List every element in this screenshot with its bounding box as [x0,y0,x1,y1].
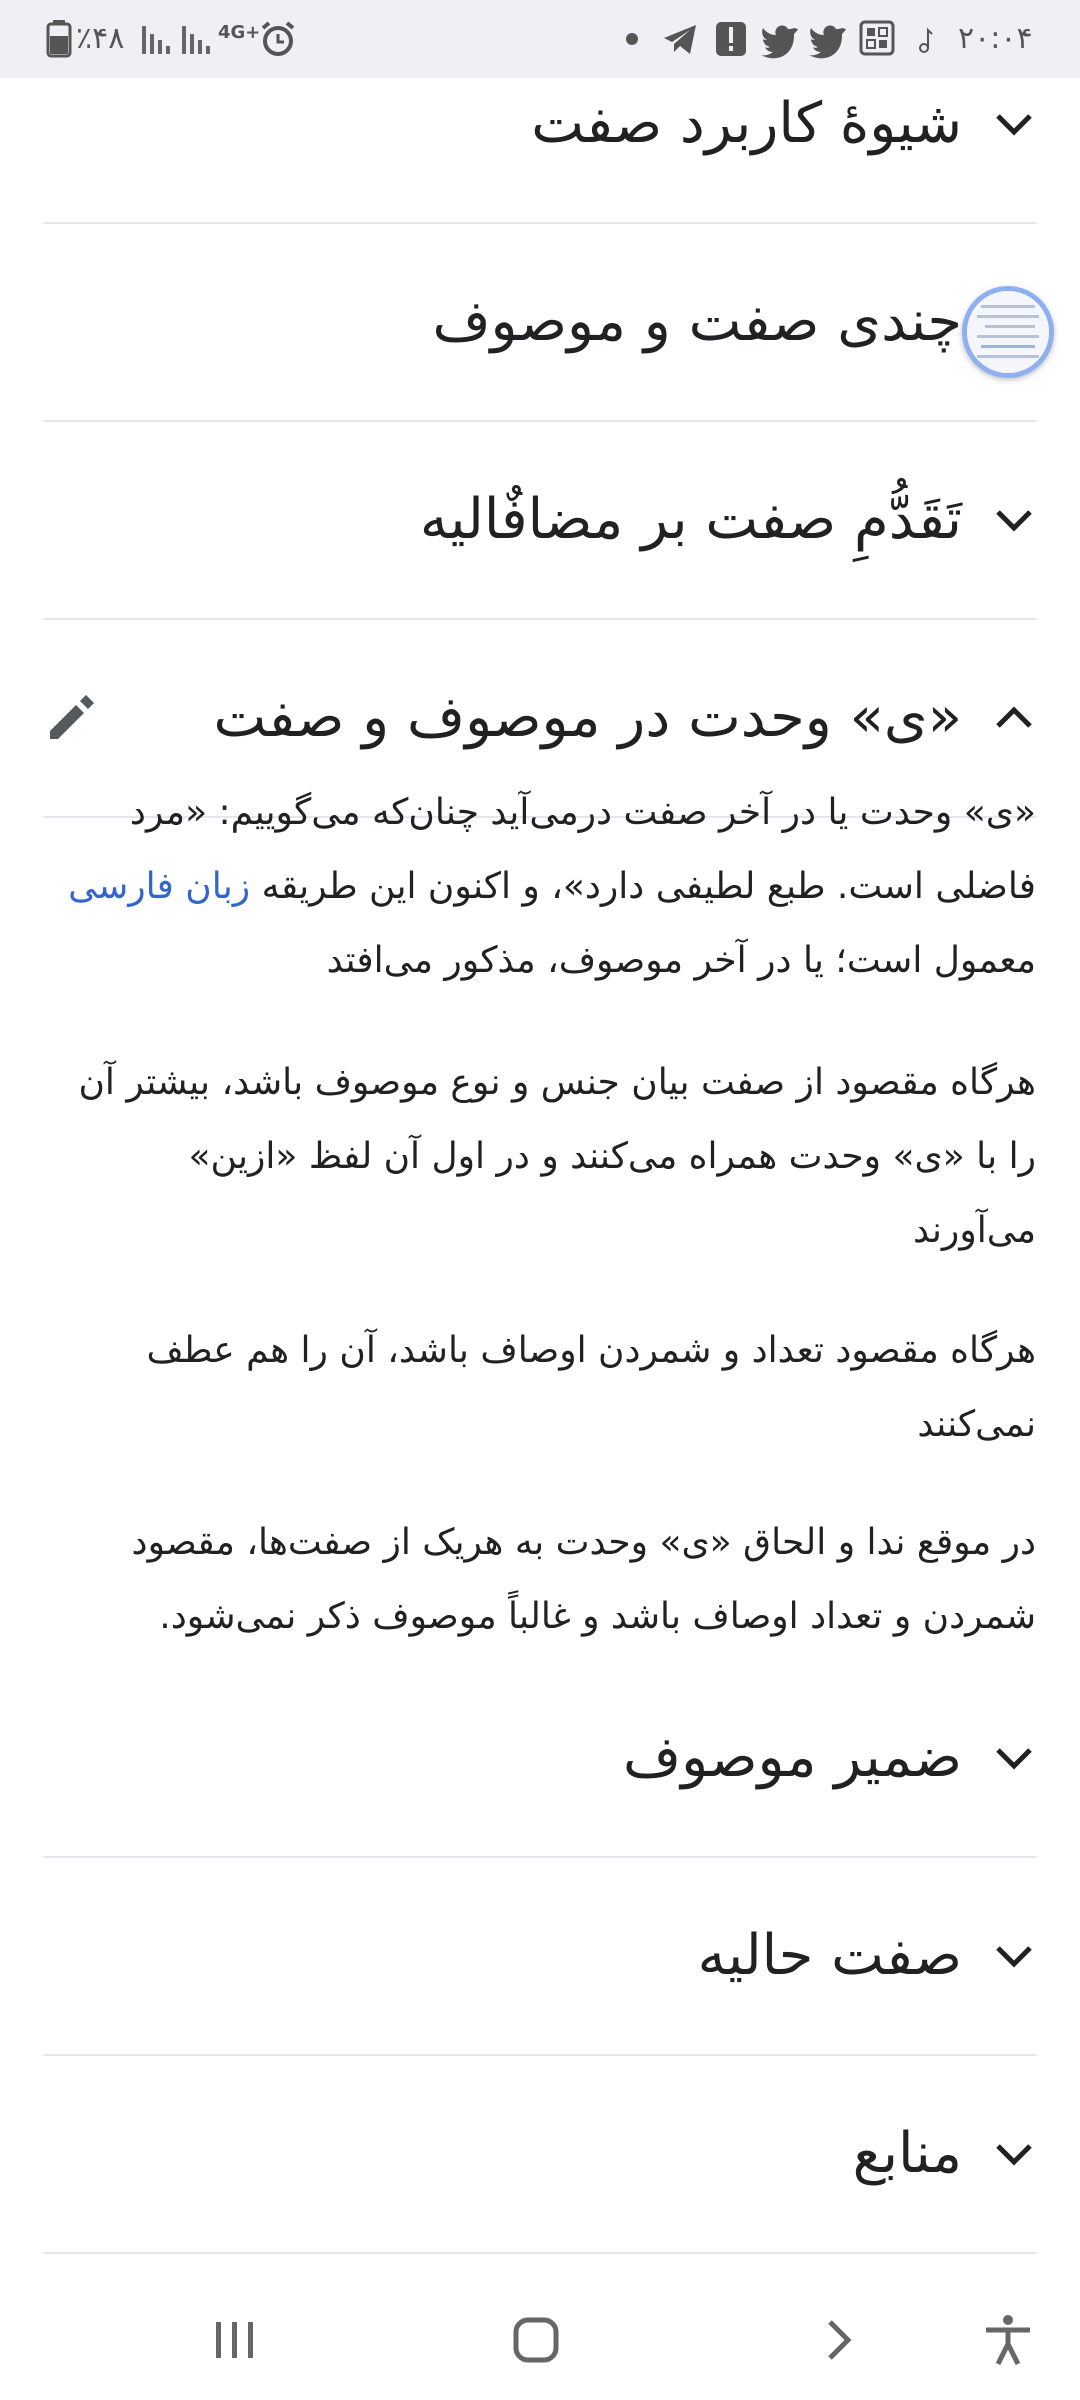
section-title: ضمیر موصوف [623,1725,962,1790]
network-type: 4G+ [218,22,261,43]
section-sources[interactable] [44,2056,1036,2254]
link-persian-language[interactable]: زبان فارسی [68,866,251,907]
twitter-icon [758,16,798,62]
accessibility-icon[interactable] [978,2310,1038,2370]
floating-screenshot-bubble[interactable] [962,286,1054,378]
paragraph-text: معمول است؛ یا در آخر موصوف، مذکور می‌افتد [326,940,1036,981]
paragraph-4: در موقع ندا و الحاق «ی» وحدت به هریک از صفت‌ها، مقصود شمردن و تعداد اوصاف باشد و غالباً موصوف ذکر نمی‌شود. [131,1522,1036,1637]
dot-icon [622,16,642,62]
section-plurality[interactable] [44,224,1036,422]
section-title: تَقَدُّمِ صفت بر مضافٌالیه [419,487,962,552]
back-icon[interactable] [808,2310,868,2370]
section-title: منابع [852,2121,962,2186]
screenshot-thumbnail-icon [967,291,1049,373]
status-time: ۲۰:۰۴ [958,21,1033,56]
section-adverbial[interactable] [44,1858,1036,2056]
status-bar [0,0,1080,78]
chevron-down-icon[interactable] [992,102,1036,146]
signal-icon [180,16,214,62]
article-content[interactable] [0,78,1080,2280]
section-precedence[interactable] [44,422,1036,620]
section-pronoun[interactable] [44,1660,1036,1858]
paragraph-3: هرگاه مقصود تعداد و شمردن اوصاف باشد، آن را هم عطف نمی‌کنند [146,1330,1036,1445]
section-title: چندی صفت و موصوف [432,289,962,354]
signal-icon [140,16,174,62]
battery-icon [46,16,72,62]
edit-pencil-icon[interactable] [44,691,98,745]
chevron-down-icon[interactable] [992,1736,1036,1780]
chevron-down-icon[interactable] [992,498,1036,542]
recents-icon[interactable] [204,2310,264,2370]
navigation-bar [0,2280,1080,2400]
alarm-icon [258,16,298,62]
battery-percent: ٪۴۸ [76,21,125,56]
home-icon[interactable] [506,2310,566,2370]
app-icon [858,16,896,62]
paragraph-1 [56,776,1036,998]
twitter-icon [806,16,846,62]
chevron-down-icon[interactable] [992,1934,1036,1978]
paragraph-2: هرگاه مقصود از صفت بیان جنس و نوع موصوف باشد، بیشتر آن را با «ی» وحدت همراه می‌کنند و در اول آن لفظ «ازین» می‌آورند [78,1062,1036,1251]
telegram-icon [660,16,700,62]
alert-icon [714,16,748,62]
section-usage[interactable] [44,78,1036,224]
chevron-down-icon[interactable] [992,2132,1036,2176]
chevron-up-icon[interactable] [992,696,1036,740]
section-title: شیوهٔ کاربرد صفت [531,91,962,156]
section-title: صفت حالیه [697,1923,962,1988]
paragraph-text: «ی» وحدت یا در آخر صفت درمی‌آید چنان‌که می‌گوییم: «مرد فاضلی است. طبع لطیفی دارد»، و اکنون این طریقه [129,792,1036,907]
music-note-icon [916,16,936,62]
section-title: «ی» وحدت در موصوف و صفت [213,685,962,750]
